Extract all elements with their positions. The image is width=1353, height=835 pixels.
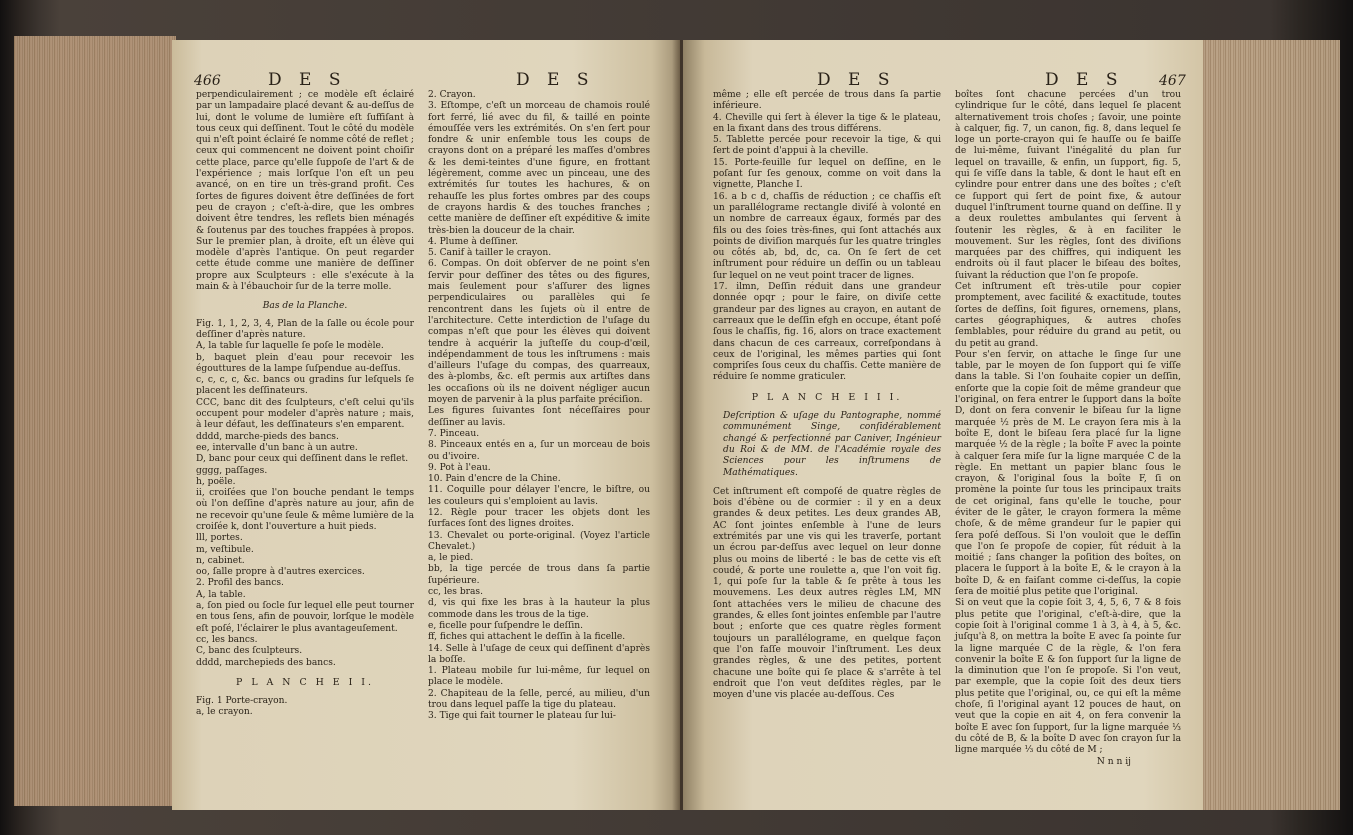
body-paragraph: Pour s'en ſervir, on attache le ſinge ſur une table, par le moyen de ſon ſupport qui ſe viſſe dans la table. Si l'on ſouhaite copier un deſſin, enſorte que la copie ſoit de même grandeur que l'original, on fera entrer le ſupport dans la boîte D, dont on fera convenir le biſeau ſur la ligne marquée ½ près de M. Le crayon ſera mis à la boîte E, dont le biſeau ſera placé ſur la ligne marquée ½ de la règle ; la boîte F avec la pointe à calquer ſera miſe ſur la ligne marquée C de la règle. En mettant un papier blanc ſous le crayon, & l'original ſous la boîte F, ſi on promène la pointe ſur tous les principaux traits de cet original, fans qu'elle le touche, pour éviter de le gâter, le crayon formera la même choſe, & de même grandeur ſur le papier qui ſera poſé deſſous. Si l'on vouloit que le deſſin que l'on ſe propoſe de copier, fût réduit à la moitié ; ſans changer la poſition des boîtes, on placera le ſupport à la boîte E, & le crayon à la boîte D, & en faiſant comme ci-deſſus, la copie ſera de moitié plus petite que l'original. bbox=[955, 349, 1181, 598]
list-item: dddd, marche-pieds des bancs. bbox=[196, 431, 339, 442]
list-item: bb, la tige percée de trous dans ſa partie ſupérieure. bbox=[428, 564, 650, 586]
list-item: Fig. 1, 1, 2, 3, 4, Plan de la ſalle ou école pour deſſiner d'après nature. bbox=[196, 318, 414, 340]
list-item: 5. Tablette percée pour recevoir la tige, & qui ſert de point d'appui à la cheville. bbox=[713, 135, 941, 157]
legend-list bbox=[196, 319, 414, 669]
right-running-head-1: D E S bbox=[817, 70, 896, 90]
page-edges-right bbox=[1190, 40, 1340, 810]
list-item: 7. Pinceau. bbox=[428, 428, 480, 439]
list-item: lll, portes. bbox=[196, 533, 243, 544]
right-page bbox=[683, 40, 1203, 810]
list-item: 9. Pot à l'eau. bbox=[428, 462, 491, 473]
list-item: 14. Selle à l'uſage de ceux qui deſſinent d'après la boſſe. bbox=[428, 643, 650, 665]
signature-mark: N n n ij bbox=[1096, 756, 1131, 767]
list-item: 15. Porte-feuille ſur lequel on deſſine, en le poſant ſur ſes genoux, comme on voit dans la vignette, Planche I. bbox=[713, 157, 941, 191]
left-page-number: 466 bbox=[194, 73, 221, 89]
body-paragraph: Cet inſtrument eſt très-utile pour copier promptement, avec facilité & exactitude, toutes ſortes de deſſins, ſoit figures, ornemens, plans, cartes géographiques, & autres choſes ſemblables, pour réduire du grand au petit, ou du petit au grand. bbox=[955, 282, 1181, 349]
list-item: 2. Chapiteau de la ſelle, percé, au milieu, d'un trou dans lequel paſſe la tige du plateau. bbox=[428, 688, 650, 711]
list-item: 17. ilmn, Deſſin réduit dans une grandeur donnée opqr ; pour le faire, on diviſe cette grandeur par des lignes au crayon, en autant de carreaux que le deſſin efgh en occupe, étant poſé ſous le chaſſis, fig. 16, alors on trace exactement dans chacun de ces carreaux, correſpondans à ceux de l'original, les mêmes parties qui ſont compriſes ſous ceux du chaſſis. Cette manière de réduire ſe nomme graticuler. bbox=[713, 282, 941, 383]
list-item: a, ſon pied ou ſocle ſur lequel elle peut tourner en tous ſens, afin de pouvoir, lorſque le modèle eſt poſé, l'éclairer le plus avantageuſement. bbox=[196, 601, 414, 634]
list-item: C, banc des ſculpteurs. bbox=[196, 646, 303, 657]
list-item: a, le pied. bbox=[428, 553, 474, 564]
list-item: 2. Profil des bancs. bbox=[196, 578, 284, 589]
list-item: Les figures ſuivantes ſont néceſſaires pour deſſiner au lavis. bbox=[428, 406, 650, 428]
right-running-head-2: D E S bbox=[1045, 70, 1124, 90]
body-paragraph: boîtes ſont chacune percées d'un trou cylindrique ſur le côté, dans lequel ſe placent alternativement trois choſes ; ſavoir, une pointe à calquer, fig. 7, un canon, fig. 8, dans lequel ſe loge un porte-crayon qui ſe hauſſe ou ſe baiſſe de lui-même, ſuivant l'inégalité du plan ſur lequel on travaille, & enfin, un ſupport, fig. 5, qui ſe viſſe dans la table, & dont le haut eſt en cylindre pour entrer dans une des boîtes ; c'eſt ce ſupport qui ſert de point fixe, & autour duquel l'inſtrument tourne quand on deſſine. Il y a deux roulettes ambulantes qui ſervent à ſoutenir les règles, & à en faciliter le mouvement. Sur les règles, ſont des diviſions marquées par des chiffres, qui indiquent les endroits où il faut placer le biſeau des boîtes, ſuivant la réduction que l'on ſe propoſe. bbox=[955, 90, 1181, 281]
sub-heading: Bas de la Planche. bbox=[262, 301, 348, 312]
left-running-head-2: D E S bbox=[516, 70, 595, 90]
left-column-1 bbox=[196, 90, 414, 719]
planche-title: P L A N C H E I I. bbox=[236, 676, 374, 688]
list-item: h, poële. bbox=[196, 476, 236, 487]
left-column-2 bbox=[428, 90, 650, 723]
body-paragraph: Cet inſtrument eſt compoſé de quatre règles de bois d'ébène ou de cormier : il y en a deux grandes & deux petites. Les deux grandes AB, AC ſont jointes enſemble à l'une de leurs extrémités par une vis qui les traverſe, portant un écrou par-deſſus avec lequel on leur donne plus ou moins de liberté : le bas de cette vis eſt coudé, & porte une roulette a, que l'on voit fig. 1, qui poſe ſur la table & ſe prête à tous les mouvemens. Les deux autres règles LM, MN ſont attachées vers le milieu de chacune des grandes, & elles ſont jointes enſemble par l'autre bout ; enſorte que ces quatre règles forment toujours un parallélograme, en quelque façon que l'on faſſe mouvoir l'inſtrument. Les deux grandes règles, & une des petites, portent chacune une boîte qui ſe place & s'arrête à tel endroit que l'on veut deſdites règles, par le moyen d'une vis placée au-deſſous. Ces bbox=[713, 486, 941, 701]
list-item: 8. Pinceaux entés en a, ſur un morceau de bois ou d'ivoire. bbox=[428, 440, 650, 462]
list-item: c, c, c, c, &c. bancs ou gradins ſur leſquels ſe placent les deſſinateurs. bbox=[196, 375, 414, 397]
list-item: ee, intervalle d'un banc à un autre. bbox=[196, 442, 358, 453]
list-item: m, veſtibule. bbox=[196, 544, 254, 555]
list-item: ff, fiches qui attachent le deſſin à la ficelle. bbox=[428, 632, 626, 643]
list-item: 3. Eſtompe, c'eſt un morceau de chamois roulé fort ferré, lié avec du fil, & taillé en pointe émouſſée vers les extrémités. On s'en ſert pour fondre & unir enſemble tous les coups de crayons dont on a préparé les maſſes d'ombres & les demi-teintes d'une figure, en frottant légèrement, comme avec un pinceau, une des extrémités ſur toutes les hachures, & on rehauſſe les plus fortes ombres par des coups de crayons hardis & des touches franches ; cette manière de deſſiner eſt expéditive & imite très-bien la douceur de la chair. bbox=[428, 101, 650, 236]
list-item: a, le crayon. bbox=[196, 707, 253, 718]
pantograph-description: Deſcription & uſage du Pantographe, nommé communément Singe, conſidérablement changé & perfectionné par Caniver, Ingénieur du Roi & de MM. de l'Académie royale des Sciences pour les inſtrumens de Mathématiques. bbox=[723, 411, 941, 478]
list-item: 1. Plateau mobile ſur lui-même, ſur lequel on place le modèle. bbox=[428, 666, 650, 688]
list-item: 4. Plume à deſſiner. bbox=[428, 236, 518, 247]
list-item: même ; elle eſt percée de trous dans ſa partie inférieure. bbox=[713, 90, 941, 112]
list-item: gggg, paſſages. bbox=[196, 465, 268, 476]
right-column-2 bbox=[955, 90, 1181, 768]
right-page-number: 467 bbox=[1159, 73, 1186, 89]
intro-paragraph: perpendiculairement ; ce modèle eſt éclairé par un lampadaire placé devant & au-deſſus de lui, dont le volume de lumière eſt ſuffiſant à tous ceux qui deſſinent. Tout le côté du modèle qui n'eſt point éclairé ſe nomme côté de reflet ; ceux qui commencent ne doivent point choiſir cette place, parce qu'elle ſuppoſe de l'art & de l'expérience ; mais lorſque l'on eſt un peu avancé, on en tire un très-grand profit. Ces ſortes de figures doivent être deſſinées de fort peu de crayon ; c'eſt-à-dire, que les ombres doivent être tendres, les reflets bien ménagés & ſoutenus par des touches frappées à propos. Sur le premier plan, à droite, eſt un élève qui modèle d'après l'antique. On peut regarder cette étude comme une manière de deſſiner propre aux Sculpteurs : elle s'exécute à la main & à l'ébauchoir ſur de la terre molle. bbox=[196, 90, 414, 293]
list-item: d, vis qui fixe les bras à la hauteur la plus commode dans les trous de la tige. bbox=[428, 598, 650, 620]
list-item: 3. Tige qui fait tourner le plateau ſur lui- bbox=[428, 711, 616, 722]
left-page bbox=[172, 40, 680, 810]
list-item: D, banc pour ceux qui deſſinent dans le reflet. bbox=[196, 454, 409, 465]
list-item: oo, ſalle propre à d'autres exercices. bbox=[196, 567, 365, 578]
page-edges-left bbox=[14, 36, 176, 806]
list-item: cc, les bras. bbox=[428, 587, 483, 598]
list-item: ii, croiſées que l'on bouche pendant le temps où l'on deſſine d'après nature au jour, afin de ne recevoir qu'une ſeule & même lumière de la croiſée k, dont l'ouverture a huit pieds. bbox=[196, 488, 414, 532]
list-item: cc, les bancs. bbox=[196, 634, 258, 645]
list-item: 13. Chevalet ou porte-original. (Voyez l'article Chevalet.) bbox=[428, 530, 650, 552]
list-item: 10. Pain d'encre de la Chine. bbox=[428, 474, 561, 485]
left-running-head-1: D E S bbox=[268, 70, 347, 90]
list-item: 11. Coquille pour délayer l'encre, le biſtre, ou les couleurs qui s'emploient au lavis. bbox=[428, 485, 650, 507]
list-item: 16. a b c d, chaſſis de réduction ; ce chaſſis eſt un parallélograme rectangle diviſé à volonté en un nombre de carreaux égaux, formés par des fils ou des ſoies très-fines, qui ſont attachés aux points de diviſion marqués ſur les quatre tringles ou côtés ab, bd, dc, ca. On ſe ſert de cet inſtrument pour réduire un deſſin ou un tableau ſur lequel on ne veut point tracer de lignes. bbox=[713, 191, 941, 281]
list-item: 4. Cheville qui ſert à élever la tige & le plateau, en la fixant dans des trous différens. bbox=[713, 112, 941, 134]
list-item: CCC, banc dit des ſculpteurs, c'eſt celui qu'ils occupent pour modeler d'après nature ; mais, à leur défaut, les deſſinateurs s'en emparent. bbox=[196, 397, 414, 431]
planche-title: P L A N C H E I I I. bbox=[751, 391, 903, 403]
list-item: b, baquet plein d'eau pour recevoir les égouttures de la lampe ſuſpendue au-deſſus. bbox=[196, 352, 414, 374]
list-item: 12. Règle pour tracer les objets dont les ſurfaces ſont des lignes droites. bbox=[428, 507, 650, 530]
list-item: e, ficelle pour ſuſpendre le deſſin. bbox=[428, 620, 584, 631]
list-item: 6. Compas. On doit obſerver de ne point s'en ſervir pour deſſiner des têtes ou des figures, mais ſeulement pour s'aſſurer des lignes perpendiculaires ou parallèles qui ſe rencontrent dans les ſujets où il entre de l'architecture. Cette interdiction de l'uſage du compas n'eſt que pour les élèves qui doivent tendre à acquérir la juſteſſe du coup-d'œil, indépendamment de tous les inſtrumens : mais d'ailleurs l'uſage du compas, des quarreaux, des à-plombs, &c. eſt permis aux artiſtes dans les occaſions où ils ne doivent négliger aucun moyen de parvenir à la plus parfaite préciſion. bbox=[428, 259, 650, 406]
list-item: 5. Canif à tailler le crayon. bbox=[428, 248, 552, 259]
list-item: Fig. 1 Porte-crayon. bbox=[196, 696, 288, 707]
list-item: dddd, marchepieds des bancs. bbox=[196, 657, 336, 668]
right-column-1 bbox=[713, 90, 941, 701]
list-item: n, cabinet. bbox=[196, 555, 245, 566]
list-item: A, la table. bbox=[196, 589, 246, 600]
list-item: 2. Crayon. bbox=[428, 90, 476, 100]
list-item: A, la table ſur laquelle ſe poſe le modèle. bbox=[196, 341, 384, 352]
body-paragraph: Si on veut que la copie ſoit 3, 4, 5, 6, 7 & 8 fois plus petite que l'original, c'eſt-à-dire, que la copie ſoit à l'original comme 1 à 3, à 4, à 5, &c. juſqu'à 8, on mettra la boîte E avec ſa pointe ſur la ligne marquée C de la règle, & l'on fera convenir la boîte E & ſon ſupport ſur la ligne de la diminution que l'on ſe propoſe. Si l'on veut, par exemple, que la copie ſoit des deux tiers plus petite que l'original, ou, ce qui eſt la même choſe, ſi l'original ayant 12 pouces de haut, on veut que la copie en ait 4, on fera convenir la boîte E avec ſon ſupport, ſur la ligne marquée ⅓ du côté de B, & la boîte D avec ſon crayon ſur la ligne marquée ⅓ du côté de M ; bbox=[955, 598, 1181, 756]
